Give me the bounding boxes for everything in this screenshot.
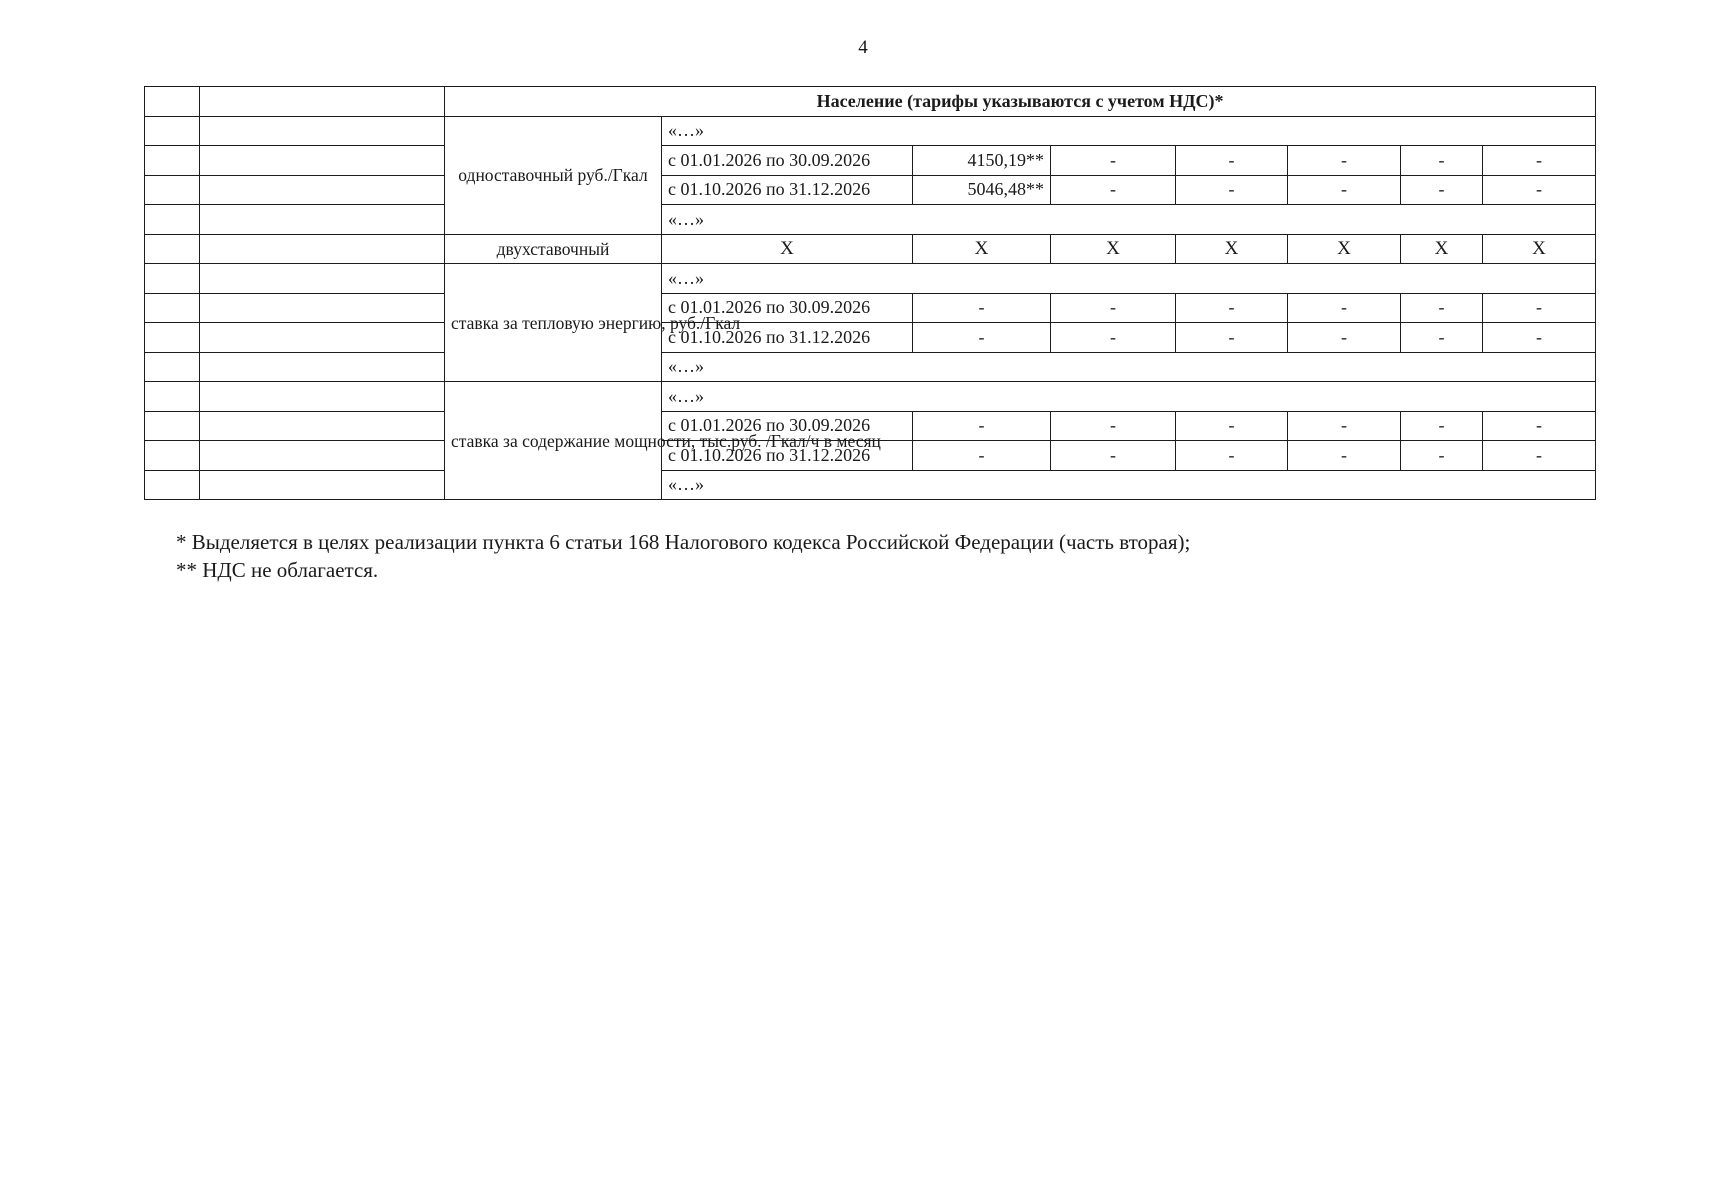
- table-row: [145, 116, 1596, 146]
- table-row: [145, 441, 1596, 471]
- value-cell: -: [913, 411, 1051, 441]
- ellipsis-row: «…»: [662, 470, 1596, 500]
- value-cell: -: [1051, 323, 1176, 353]
- value-cell: -: [913, 441, 1051, 471]
- table-row: [145, 175, 1596, 205]
- table-header-row: [145, 87, 1596, 117]
- value-cell: -: [1051, 146, 1176, 176]
- value-cell: -: [1176, 323, 1288, 353]
- value-cell: -: [1051, 411, 1176, 441]
- x-cell: X: [1401, 234, 1483, 264]
- name-cell: [200, 87, 445, 117]
- value-cell: -: [1401, 411, 1483, 441]
- value-cell: -: [1176, 293, 1288, 323]
- value-cell: -: [913, 293, 1051, 323]
- value-cell: 4150,19**: [913, 146, 1051, 176]
- value-cell: -: [1401, 146, 1483, 176]
- table-row: [145, 146, 1596, 176]
- index-cell: [145, 87, 200, 117]
- value-cell: -: [1176, 146, 1288, 176]
- value-cell: -: [1176, 175, 1288, 205]
- table-row: [145, 470, 1596, 500]
- period-cell: с 01.01.2026 по 30.09.2026: [662, 293, 913, 323]
- footnote-vat-exempt: ** НДС не облагается.: [176, 558, 379, 582]
- value-cell: -: [1288, 323, 1401, 353]
- table-row: [145, 205, 1596, 235]
- value-cell: -: [1401, 441, 1483, 471]
- x-cell: X: [1483, 234, 1596, 264]
- table-row: [145, 352, 1596, 382]
- value-cell: -: [1288, 293, 1401, 323]
- value-cell: -: [1483, 411, 1596, 441]
- x-cell: X: [913, 234, 1051, 264]
- value-cell: -: [1401, 175, 1483, 205]
- period-cell: с 01.01.2026 по 30.09.2026: [662, 411, 913, 441]
- value-cell: -: [1288, 441, 1401, 471]
- value-cell: 5046,48**: [913, 175, 1051, 205]
- x-cell: X: [662, 234, 913, 264]
- value-cell: -: [1051, 441, 1176, 471]
- value-cell: -: [1483, 175, 1596, 205]
- value-cell: -: [1176, 441, 1288, 471]
- value-cell: -: [913, 323, 1051, 353]
- table-row: [145, 411, 1596, 441]
- value-cell: -: [1483, 441, 1596, 471]
- footnote-vat-allocation: * Выделяется в целях реализации пункта 6 статьи 168 Налогового кодекса Российской Федерации (часть вторая);: [176, 530, 1191, 554]
- single-rate-label: одноставочный руб./Гкал: [445, 116, 662, 234]
- x-cell: X: [1288, 234, 1401, 264]
- table-row: [145, 264, 1596, 294]
- table-row: [145, 234, 1596, 264]
- value-cell: -: [1483, 323, 1596, 353]
- capacity-rate-label: ставка за содержание мощности, тыс.руб. /Гкал/ч в месяц: [445, 382, 662, 500]
- period-cell: с 01.01.2026 по 30.09.2026: [662, 146, 913, 176]
- value-cell: -: [1288, 175, 1401, 205]
- value-cell: -: [1483, 146, 1596, 176]
- x-cell: X: [1051, 234, 1176, 264]
- value-cell: -: [1051, 175, 1176, 205]
- x-cell: X: [1176, 234, 1288, 264]
- ellipsis-row: «…»: [662, 352, 1596, 382]
- heat-rate-label: ставка за тепловую энергию, руб./Гкал: [445, 264, 662, 382]
- footnotes: [176, 528, 1190, 584]
- ellipsis-row: «…»: [662, 205, 1596, 235]
- period-cell: с 01.10.2026 по 31.12.2026: [662, 441, 913, 471]
- value-cell: -: [1401, 323, 1483, 353]
- two-rate-label: двухставочный: [445, 234, 662, 264]
- tariff-table: [144, 86, 1596, 500]
- period-cell: с 01.10.2026 по 31.12.2026: [662, 323, 913, 353]
- page-number: 4: [858, 37, 868, 58]
- table-header: Население (тарифы указываются с учетом НДС)*: [445, 87, 1596, 117]
- value-cell: -: [1176, 411, 1288, 441]
- period-cell: с 01.10.2026 по 31.12.2026: [662, 175, 913, 205]
- value-cell: -: [1401, 293, 1483, 323]
- table-row: [145, 293, 1596, 323]
- ellipsis-row: «…»: [662, 382, 1596, 412]
- table-row: [145, 382, 1596, 412]
- ellipsis-row: «…»: [662, 264, 1596, 294]
- value-cell: -: [1288, 146, 1401, 176]
- value-cell: -: [1483, 293, 1596, 323]
- table-row: [145, 323, 1596, 353]
- ellipsis-row: «…»: [662, 116, 1596, 146]
- value-cell: -: [1288, 411, 1401, 441]
- value-cell: -: [1051, 293, 1176, 323]
